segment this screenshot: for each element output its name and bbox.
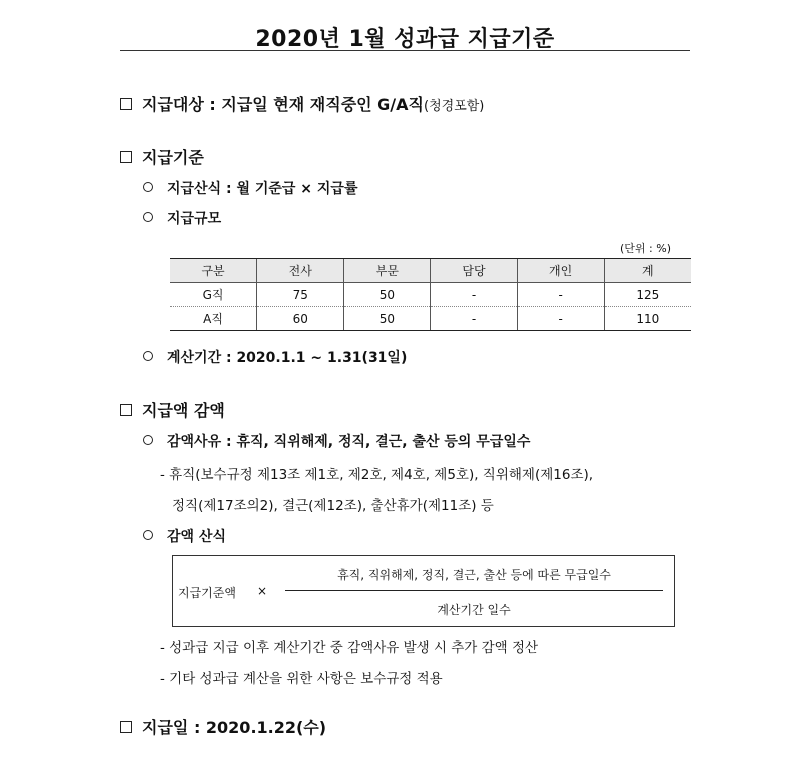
table-cell: 50 [344, 283, 431, 307]
section-target [120, 92, 484, 115]
table-cell: - [431, 307, 517, 331]
reasons-detail-line1: - 휴직(보수규정 제13조 제1호, 제2호, 제4호, 제5호), 직위해제(제16조), [160, 467, 594, 483]
table-cell: G직 [170, 283, 257, 307]
formula-operator: × [257, 584, 268, 598]
table-cell: - [517, 283, 604, 307]
formula-numerator: 휴직, 직위해제, 정직, 결근, 출산 등에 따른 무급일수 [337, 568, 611, 582]
square-bullet-icon [120, 721, 132, 733]
payment-scale-table [170, 258, 691, 331]
criteria-label: 지급기준 [142, 148, 204, 167]
table-header-cell: 부문 [344, 259, 431, 283]
unit-label: (단위 : %) [620, 242, 671, 255]
page-title: 2020년 1월 성과급 지급기준 [255, 27, 555, 52]
formula-denominator: 계산기간 일수 [437, 603, 511, 617]
table-cell: 125 [604, 283, 691, 307]
table-cell: A직 [170, 307, 257, 331]
table-cell: 75 [257, 283, 344, 307]
table-cell: - [517, 307, 604, 331]
title-divider [120, 50, 690, 51]
table-header-row [170, 259, 691, 283]
square-bullet-icon [120, 404, 132, 416]
square-bullet-icon [120, 151, 132, 163]
reasons-detail-line2: 정직(제17조의2), 결근(제12조), 출산휴가(제11조) 등 [172, 498, 494, 514]
circle-bullet-icon [143, 530, 153, 540]
fraction-bar [285, 590, 663, 591]
section-criteria [120, 145, 204, 168]
reasons-item [143, 431, 530, 451]
circle-bullet-icon [143, 182, 153, 192]
table-cell: 110 [604, 307, 691, 331]
table-cell: 50 [344, 307, 431, 331]
formula-label: 지급산식 : 월 기준급 × 지급률 [167, 181, 358, 197]
table-header-cell: 구분 [170, 259, 257, 283]
calc-label: 감액 산식 [167, 529, 226, 545]
target-label: 지급대상 : 지급일 현재 재직중인 G/A직 [142, 95, 424, 114]
table-row [170, 283, 691, 307]
circle-bullet-icon [143, 351, 153, 361]
table-header-cell: 담당 [431, 259, 517, 283]
formula-left: 지급기준액 [178, 586, 236, 600]
period-item [143, 347, 407, 367]
formula-item [143, 178, 357, 198]
table-cell: - [431, 283, 517, 307]
scale-item [143, 208, 221, 228]
table-header-cell: 전사 [257, 259, 344, 283]
table-header-cell: 계 [604, 259, 691, 283]
reduction-note1: - 성과급 지급 이후 계산기간 중 감액사유 발생 시 추가 감액 정산 [160, 640, 539, 656]
period-label: 계산기간 : 2020.1.1 ~ 1.31(31일) [167, 350, 408, 366]
scale-label: 지급규모 [167, 211, 222, 227]
reasons-label: 감액사유 : 휴직, 직위해제, 정직, 결근, 출산 등의 무급일수 [167, 434, 531, 450]
section-reduction [120, 398, 225, 421]
calc-item [143, 526, 226, 546]
table-row [170, 307, 691, 331]
circle-bullet-icon [143, 435, 153, 445]
reduction-label: 지급액 감액 [142, 401, 225, 420]
circle-bullet-icon [143, 212, 153, 222]
payday-label: 지급일 : 2020.1.22(수) [142, 718, 327, 737]
table-header-cell: 개인 [517, 259, 604, 283]
section-payday [120, 715, 326, 738]
target-note: (청경포함) [424, 99, 485, 114]
reduction-note2: - 기타 성과급 계산을 위한 사항은 보수규정 적용 [160, 671, 443, 687]
table-cell: 60 [257, 307, 344, 331]
square-bullet-icon [120, 98, 132, 110]
